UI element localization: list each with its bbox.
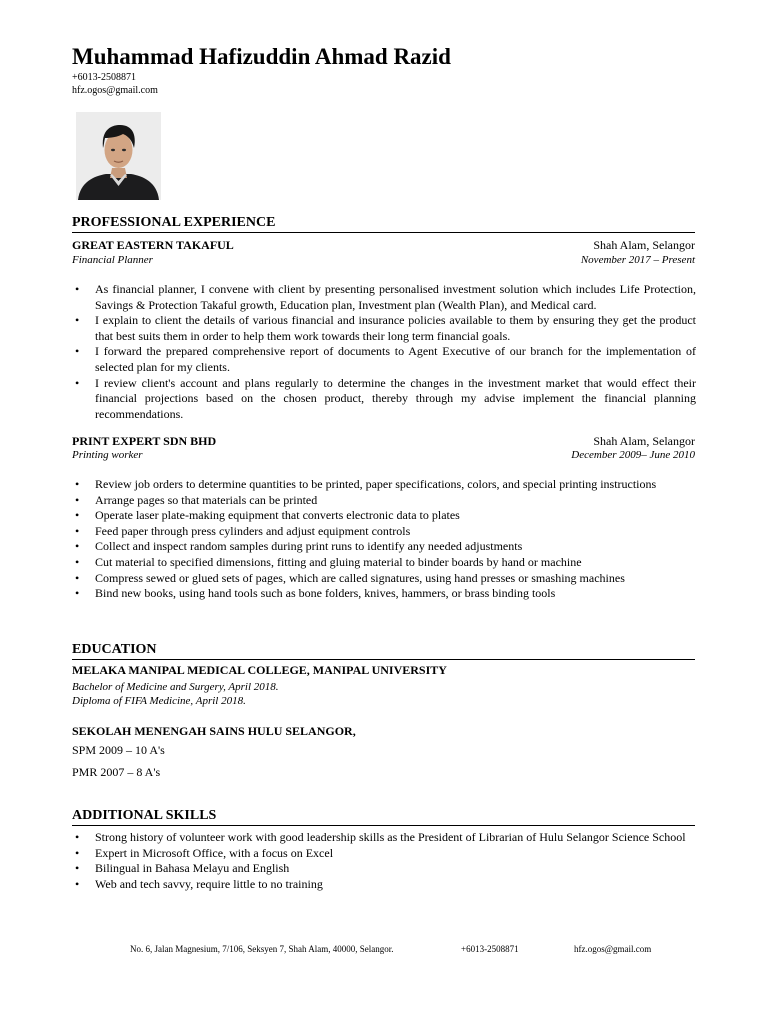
job-company: PRINT EXPERT SDN BHD (72, 434, 217, 448)
email-address: hfz.ogos@gmail.com (72, 85, 158, 96)
list-item: • I forward the prepared comprehensive report of documents to Agent Executive of our branch for the implementation of selected plan for my clients. (72, 344, 696, 375)
list-item: • Compress sewed or glued sets of pages, which are called signatures, using hand presses or smashing machines (72, 571, 696, 587)
list-item: • Strong history of volunteer work with good leadership skills as the President of Librarian of Hulu Selangor Science School (72, 830, 696, 846)
list-item: • I explain to client the details of various financial and insurance policies available to them by ensuring they get the product that best suits them in order to help them work towards their long term financial goals. (72, 313, 696, 344)
list-item: • I review client's account and plans regularly to determine the changes in the investment market that would effect their financial projections based on the chosen product, thereby through my advise implement the financial planning recommendations. (72, 376, 696, 423)
job-duties-list (72, 477, 696, 602)
list-item: • Operate laser plate-making equipment that converts electronic data to plates (72, 508, 696, 524)
experience-section-title: PROFESSIONAL EXPERIENCE (72, 215, 695, 233)
college-name: MELAKA MANIPAL MEDICAL COLLEGE, MANIPAL UNIVERSITY (72, 663, 447, 677)
list-item: • Feed paper through press cylinders and adjust equipment controls (72, 524, 696, 540)
skills-list (72, 830, 696, 892)
footer-email: hfz.ogos@gmail.com (574, 944, 652, 954)
list-item: • Expert in Microsoft Office, with a focus on Excel (72, 846, 696, 862)
portrait-image (76, 112, 161, 200)
job-location: Shah Alam, Selangor (593, 238, 695, 252)
job-duties-list (72, 282, 696, 422)
list-item: • As financial planner, I convene with client by presenting personalised investment solution which includes Life Protection, Savings & Protection Takaful growth, Education plan, Investment plan (Wealth Plan), and Medical card. (72, 282, 696, 313)
list-item: • Arrange pages so that materials can be printed (72, 493, 696, 509)
spm-result: SPM 2009 – 10 A's (72, 743, 165, 757)
pmr-result: PMR 2007 – 8 A's (72, 765, 161, 779)
job-company: GREAT EASTERN TAKAFUL (72, 238, 234, 252)
list-item: • Bind new books, using hand tools such as bone folders, knives, hammers, or brass binding tools (72, 586, 696, 602)
list-item: • Web and tech savvy, require little to no training (72, 877, 696, 893)
footer-phone: +6013-2508871 (461, 944, 519, 954)
education-section-title: EDUCATION (72, 642, 695, 660)
job-dates: December 2009– June 2010 (571, 449, 695, 461)
list-item: • Review job orders to determine quantities to be printed, paper specifications, colors, and special printing instructions (72, 477, 696, 493)
job-dates: November 2017 – Present (580, 254, 695, 266)
school-name: SEKOLAH MENENGAH SAINS HULU SELANGOR, (72, 724, 356, 738)
candidate-name: Muhammad Hafizuddin Ahmad Razid (72, 44, 451, 69)
list-item: • Cut material to specified dimensions, fitting and gluing material to binder boards by hand or machine (72, 555, 696, 571)
list-item: • Bilingual in Bahasa Melayu and English (72, 861, 696, 877)
footer-address: No. 6, Jalan Magnesium, 7/106, Seksyen 7, Shah Alam, 40000, Selangor. (130, 944, 394, 954)
skills-section-title: ADDITIONAL SKILLS (72, 808, 695, 826)
profile-photo (76, 112, 161, 200)
list-item: • Collect and inspect random samples during print runs to identify any needed adjustments (72, 539, 696, 555)
phone-number: +6013-2508871 (72, 72, 136, 83)
job-role: Financial Planner (72, 254, 153, 266)
job-location: Shah Alam, Selangor (593, 434, 695, 448)
degree-diploma: Diploma of FIFA Medicine, April 2018. (72, 695, 246, 707)
degree-bachelor: Bachelor of Medicine and Surgery, April 2018. (72, 681, 279, 693)
job-role: Printing worker (72, 449, 143, 461)
